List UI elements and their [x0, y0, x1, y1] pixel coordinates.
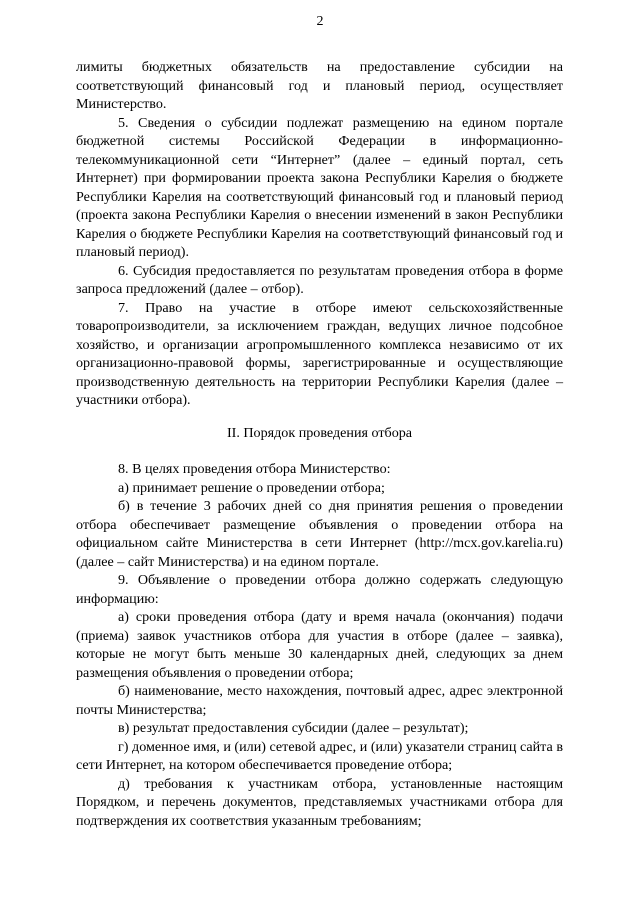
paragraph-item-9: 9. Объявление о проведении отбора должно содержать следующую информацию:	[76, 572, 563, 607]
paragraph-item-9a: а) сроки проведения отбора (дату и время начала (окончания) подачи (приема) заявок участников отбора для участия в отборе (далее – заявка), которые не могут быть меньше 30 календарных дней, следующих за днем размещения объявления о проведении отбора;	[76, 609, 563, 681]
document-body	[76, 58, 563, 830]
paragraph-item-8a: а) принимает решение о проведении отбора;	[118, 479, 385, 496]
paragraph-item-7: 7. Право на участие в отборе имеют сельскохозяйственные товаропроизводители, за исключением граждан, ведущих личное подсобное хозяйство, и организации агропромышленного комплекса независимо от их организационно-правовой формы, зарегистрированные и осуществляющие производственную деятельность на территории Республики Карелия (далее – участники отбора).	[76, 299, 563, 408]
paragraph-item-8b: б) в течение 3 рабочих дней со дня принятия решения о проведении отбора обеспечивает размещение объявления о проведении отбора на официальном сайте Министерства в сети Интернет (http://mcx.gov.karelia.ru) (далее – сайт Министерства) и на едином портале.	[76, 498, 563, 570]
paragraph-item-6: 6. Субсидия предоставляется по результатам проведения отбора в форме запроса предложений (далее – отбор).	[76, 262, 563, 297]
section-heading: II. Порядок проведения отбора	[226, 424, 413, 441]
paragraph-item-9b: б) наименование, место нахождения, почтовый адрес, адрес электронной почты Министерства;	[76, 683, 563, 718]
paragraph-budget-limits: лимиты бюджетных обязательств на предоставление субсидии на соответствующий финансовый год и плановый период, осуществляет Министерство.	[76, 59, 563, 112]
paragraph-item-5: 5. Сведения о субсидии подлежат размещению на едином портале бюджетной системы Российской Федерации в информационно-телекоммуникационной сети “Интернет” (далее – единый портал, сеть Интернет) при формировании проекта закона Республики Карелия о бюджете Республики Карелия на соответствующий финансовый год и плановый период (проекта закона Республики Карелия о внесении изменений в закон Республики Карелия о бюджете Республики Карелия на соответствующий финансовый год и плановый период).	[76, 114, 563, 260]
paragraph-item-9v: в) результат предоставления субсидии (далее – результат);	[118, 720, 469, 736]
paragraph-item-9g: г) доменное имя, и (или) сетевой адрес, и (или) указатели страниц сайта в сети Интернет, на котором обеспечивается проведение отбора;	[76, 738, 563, 773]
page-number: 2	[316, 14, 324, 29]
paragraph-item-9d: д) требования к участникам отбора, установленные настоящим Порядком, и перечень документов, представляемых участниками отбора для подтверждения их соответствия указанным требованиям;	[76, 775, 563, 829]
paragraph-item-8: 8. В целях проведения отбора Министерство:	[118, 461, 391, 477]
